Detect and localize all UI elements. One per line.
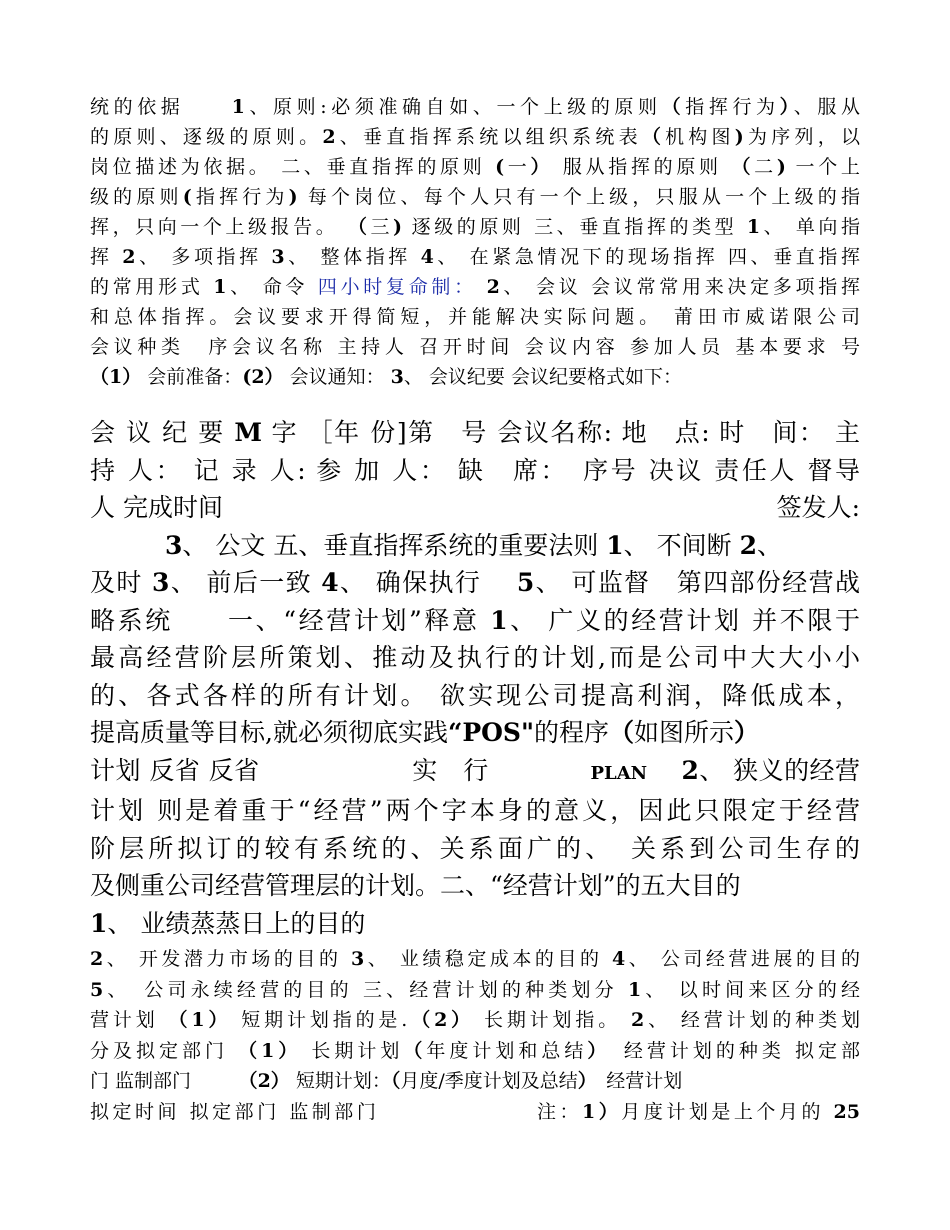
text-line: 拟定时间 拟定部门 监制部门 注：1）月度计划是上个月的 25	[90, 1100, 860, 1123]
text-line: 会 议 纪 要 M 字 ［年 份]第 号 会议名称: 地 点: 时 间： 主	[90, 418, 860, 447]
text-run: 2、 会议 会议常常用来决定多项指挥	[486, 276, 860, 298]
text-line: 略系统 一、“经营计划”释意 1、 广义的经营计划 并不限于	[90, 605, 860, 635]
text-line: 及侧重公司经营管理层的计划。二、“经营计划”的五大目的	[90, 871, 741, 900]
text-line: 分及拟定部门 （1） 长期计划（年度计划和总结） 经营计划的种类 拟定部	[90, 1039, 860, 1062]
text-block-1	[90, 92, 860, 392]
text-line: 挥，只向一个上级报告。 （三) 逐级的原则 三、垂直指挥的类型 1、 单向指	[90, 216, 860, 238]
text-line: 计划 则是着重于“经营”两个字本身的意义，因此只限定于经营	[90, 796, 860, 825]
text-line: 及时 3、 前后一致 4、 确保执行 5、 可监督 第四部份经营战	[90, 568, 860, 597]
text-line: 门 监制部门 （2） 短期计划：（月度/季度计划及总结） 经营计划	[90, 1070, 683, 1093]
text-line: 营计划 （1） 短期计划指的是.（2） 长期计划指。 2、 经营计划的种类划	[90, 1009, 860, 1032]
text-line: 人 完成时间	[90, 493, 223, 522]
highlighted-term: 四小时复命制：	[317, 276, 477, 298]
text-block-2	[90, 414, 860, 942]
text-line: 统的依据 1、原则:必须准确自如、一个上级的原则（指挥行为）、服从	[90, 96, 860, 118]
text-line: （1） 会前准备：(2） 会议通知： 3、 会议纪要 会议纪要格式如下：	[90, 366, 682, 388]
text-line: 阶层所拟订的较有系统的、关系面广的、 关系到公司生存的	[90, 833, 860, 863]
signer-label: 签发人:	[776, 493, 860, 522]
text-line: 5、 公司永续经营的目的 三、经营计划的种类划分 1、 以时间来区分的经	[90, 978, 860, 1001]
text-line: 的原则、逐级的原则。2、垂直指挥系统以组织系统表（机构图)为序列，以	[90, 126, 860, 148]
text-run: 计划 反省 反省 实 行	[90, 755, 591, 785]
text-line: 持 人： 记 录 人: 参 加 人： 缺 席： 序号 决议 责任人 督导	[90, 455, 860, 485]
plan-label: PLAN	[590, 762, 648, 784]
text-line: 和总体指挥。会议要求开得简短，并能解决实际问题。 莆田市威诺限公司	[90, 306, 860, 328]
text-line: 级的原则(指挥行为) 每个岗位、每个人只有一个上级，只服从一个上级的指	[90, 186, 860, 208]
text-line: 1、 业绩蒸蒸日上的目的	[90, 908, 366, 938]
text-line: 最高经营阶层所策划、推动及执行的计划,而是公司中大大小小	[90, 643, 860, 672]
text-line: 2、 开发潜力市场的目的 3、 业绩稳定成本的目的 4、 公司经营进展的目的	[90, 948, 860, 970]
text-line	[90, 752, 860, 793]
text-block-3	[90, 944, 860, 1128]
text-line: 岗位描述为依据。 二、垂直指挥的原则 (一） 服从指挥的原则 （二) 一个上	[90, 156, 860, 178]
text-line	[90, 272, 860, 302]
text-run: 的常用形式 1、 命令	[90, 276, 318, 298]
text-line: 提高质量等目标,就必须彻底实践“POS"的程序（如图所示）	[90, 718, 760, 747]
text-line: 的、各式各样的所有计划。 欲实现公司提高利润，降低成本，	[90, 680, 860, 710]
text-line: 3、 公文 五、垂直指挥系统的重要法则 1、 不间断 2、	[165, 530, 782, 560]
text-line: 会议种类 序会议名称 主持人 召开时间 会议内容 参加人员 基本要求 号	[90, 336, 860, 358]
text-line: 挥 2、 多项指挥 3、 整体指挥 4、 在紧急情况下的现场指挥 四、垂直指挥	[90, 246, 860, 268]
text-run: 2、 狭义的经营	[681, 755, 860, 785]
